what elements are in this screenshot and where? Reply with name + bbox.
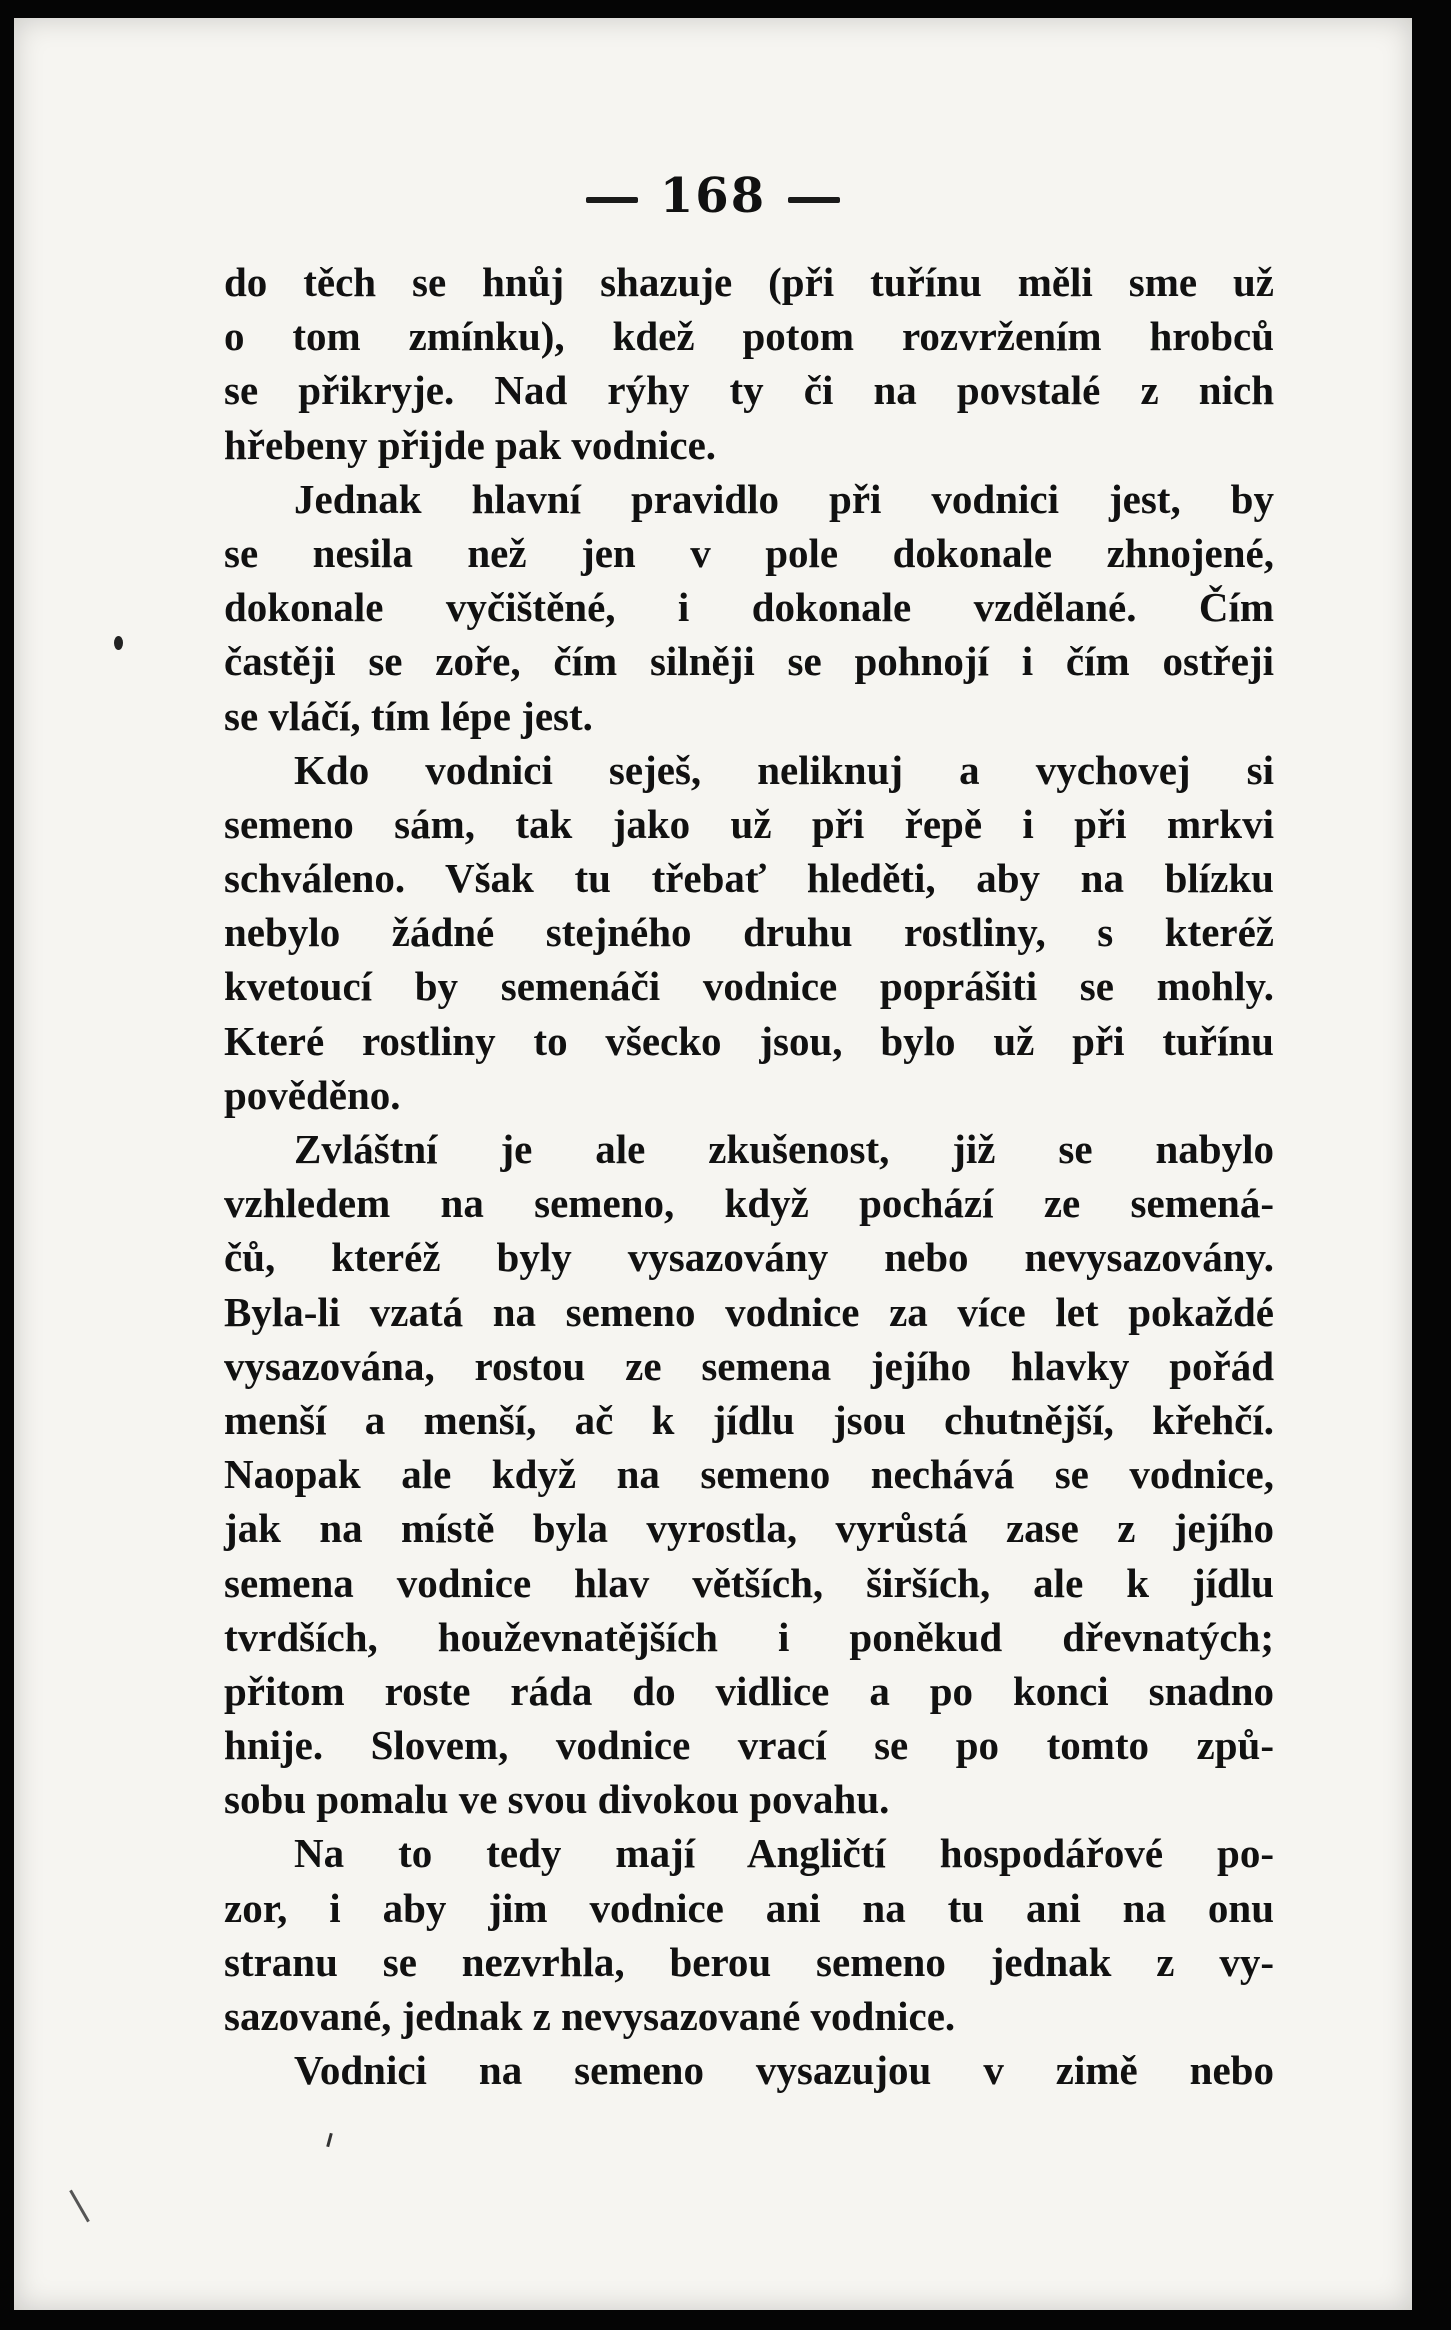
text-line: Zvláštní je ale zkušenost, již se nabylo xyxy=(294,1126,1274,1172)
page-number: 168 xyxy=(659,168,767,224)
text-line: Naopak ale když na semeno nechává se vodnice, xyxy=(224,1451,1274,1498)
text-line: stranu se nezvrhla, berou semeno jednak z vy- xyxy=(224,1938,1274,1985)
text-line: sazované, jednak z nevysazované vodnice. xyxy=(224,1993,956,2039)
text-line: Vodnici na semeno vysazujou v zimě nebo xyxy=(294,2047,1274,2094)
text-line: čů, kteréž byly vysazovány nebo nevysazovány. xyxy=(224,1234,1274,1281)
text-line: semena vodnice hlav větších, širších, ale k jídlu xyxy=(224,1559,1274,1606)
text-line: hnije. Slovem, vodnice vrací se po tomto způ- xyxy=(224,1722,1274,1769)
text-line: Na to tedy mají Angličtí hospodářové po- xyxy=(294,1830,1274,1877)
text-line: jak na místě byla vyrostla, vyrůstá zase z jejího xyxy=(224,1505,1274,1552)
text-line: vzhledem na semeno, když pochází ze semená- xyxy=(224,1180,1274,1227)
text-line: dokonale vyčištěné, i dokonale vzdělané. Čím xyxy=(224,584,1274,631)
text-line: menší a menší, ač k jídlu jsou chutnější, křehčí. xyxy=(224,1396,1274,1443)
body-text xyxy=(224,255,1274,2097)
text-line: Byla-li vzatá na semeno vodnice za více let pokaždé xyxy=(224,1288,1274,1335)
text-line: tvrdších, houževnatějších i poněkud dřevnatých; xyxy=(224,1613,1274,1660)
text-line: se přikryje. Nad rýhy ty či na povstalé z nich xyxy=(224,367,1274,414)
text-line: Které rostliny to všecko jsou, bylo už při tuřínu xyxy=(224,1017,1274,1064)
text-line: pověděno. xyxy=(224,1071,401,1118)
margin-stroke xyxy=(69,2190,90,2223)
text-line: sobu pomalu ve svou divokou povahu. xyxy=(224,1776,890,1823)
text-line: semeno sám, tak jako už při řepě i při mrkvi xyxy=(224,800,1274,847)
text-line: kvetoucí by semenáči vodnice poprášiti se mohly. xyxy=(224,963,1274,1010)
text-line: hřebeny přijde pak vodnice. xyxy=(224,421,717,468)
text-line: do těch se hnůj shazuje (při tuřínu měli sme už xyxy=(224,259,1274,305)
text-line: Kdo vodnici seješ, neliknuj a vychovej si xyxy=(294,746,1274,793)
text-line: se vláčí, tím lépe jest. xyxy=(224,692,593,739)
margin-mark xyxy=(114,636,123,650)
text-line: častěji se zoře, čím silněji se pohnojí i čím ostřeji xyxy=(224,638,1274,685)
text-line: vysazována, rostou ze semena jejího hlavky pořád xyxy=(224,1342,1274,1389)
text-line: nebylo žádné stejného druhu rostliny, s kteréž xyxy=(224,909,1274,956)
ink-tick xyxy=(326,2133,333,2147)
text-line: schváleno. Však tu třebať hleděti, aby na blízku xyxy=(224,855,1274,902)
text-line: Jednak hlavní pravidlo při vodnici jest, by xyxy=(294,475,1274,522)
header-dash-right xyxy=(788,197,840,203)
page-header xyxy=(14,168,1412,224)
text-line: přitom roste ráda do vidlice a po konci snadno xyxy=(224,1667,1274,1714)
text-line: o tom zmínku), kdež potom rozvržením hrobců xyxy=(224,313,1274,360)
header-dash-left xyxy=(586,197,638,203)
text-line: se nesila než jen v pole dokonale zhnojené, xyxy=(224,529,1274,576)
text-line: zor, i aby jim vodnice ani na tu ani na onu xyxy=(224,1884,1274,1931)
